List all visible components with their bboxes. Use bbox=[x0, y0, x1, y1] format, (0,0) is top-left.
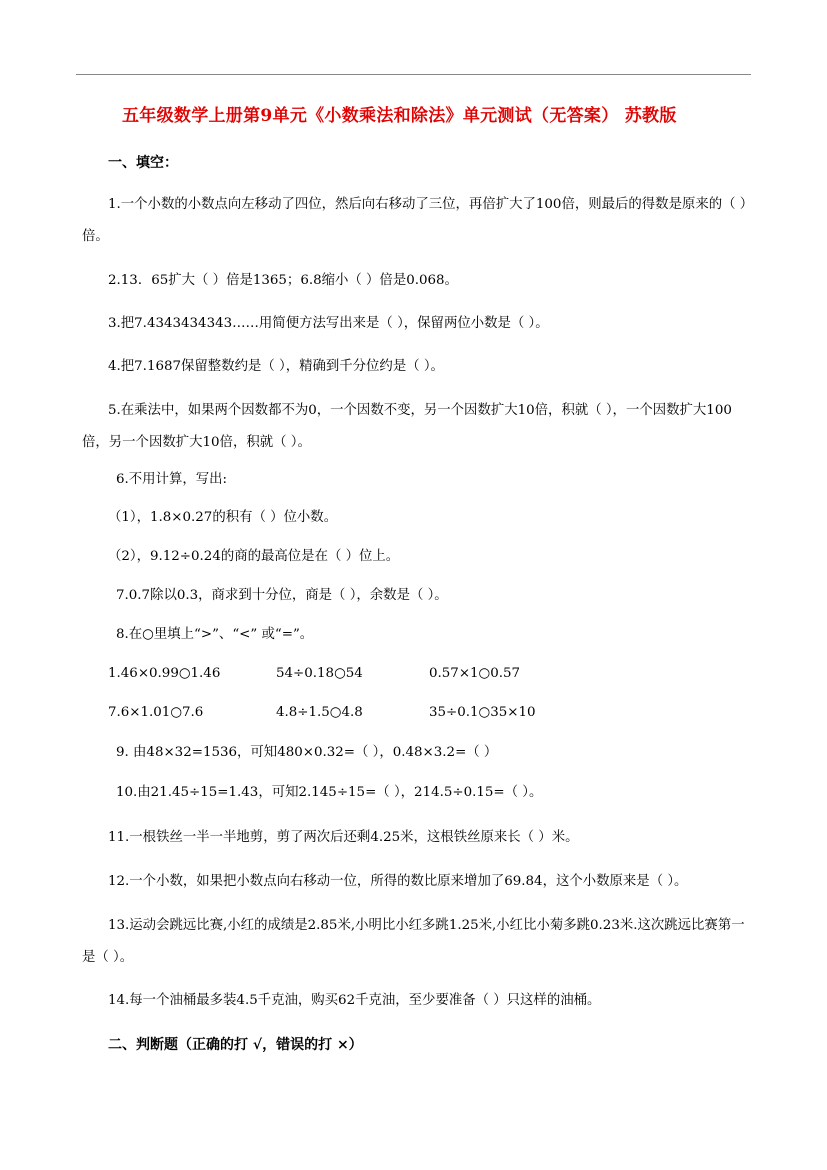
compare-item: 4.8÷1.5○4.8 bbox=[276, 705, 363, 720]
question-1: 1.一个小数的小数点向左移动了四位，然后向右移动了三位，再倍扩大了100倍，则最后的得数是原来的（ ）倍。 bbox=[82, 197, 754, 244]
compare-item: 54÷0.18○54 bbox=[276, 666, 363, 681]
question-2: 2.13．65扩大（ ）倍是1365；6.8缩小（ ）倍是0.068。 bbox=[108, 273, 458, 288]
compare-item: 35÷0.1○35×10 bbox=[429, 705, 536, 720]
question-10: 10.由21.45÷15=1.43，可知2.145÷15=（ ），214.5÷0.15=（ ）。 bbox=[116, 785, 543, 800]
compare-item: 1.46×0.99○1.46 bbox=[108, 666, 221, 681]
question-8: 8.在○里填上“>”、“<” 或“=”。 bbox=[116, 627, 314, 642]
question-8-row-2 bbox=[108, 705, 708, 723]
header-rule bbox=[76, 74, 751, 75]
question-9: 9. 由48×32=1536，可知480×0.32=（ ），0.48×3.2=（ ） bbox=[116, 745, 498, 760]
question-13: 13.运动会跳远比赛,小红的成绩是2.85米,小明比小红多跳1.25米,小红比小菊多跳0.23米.这次跳远比赛第一是（ ）。 bbox=[82, 918, 745, 965]
question-11: 11.一根铁丝一半一半地剪，剪了两次后还剩4.25米，这根铁丝原来长（ ）米。 bbox=[108, 830, 579, 845]
question-4: 4.把7.1687保留整数约是（ ），精确到千分位约是（ ）。 bbox=[108, 359, 444, 374]
question-12: 12.一个小数，如果把小数点向右移动一位，所得的数比原来增加了69.84，这个小数原来是（ ）。 bbox=[108, 874, 688, 889]
document-title: 五年级数学上册第9单元《小数乘法和除法》单元测试（无答案） 苏教版 bbox=[122, 106, 677, 126]
question-7: 7.0.7除以0.3，商求到十分位，商是（ ），余数是（ ）。 bbox=[116, 588, 448, 603]
question-6: 6.不用计算，写出: bbox=[116, 472, 228, 487]
question-6-part-1: （1），1.8×0.27的积有（ ）位小数。 bbox=[108, 510, 338, 525]
question-5: 5.在乘法中，如果两个因数都不为0，一个因数不变，另一个因数扩大10倍，积就（ ），一个因数扩大100倍，另一个因数扩大10倍，积就（ ）。 bbox=[82, 403, 732, 450]
compare-item: 0.57×1○0.57 bbox=[429, 666, 521, 681]
section-true-false-heading: 二、判断题（正确的打 √，错误的打 ×） bbox=[108, 1037, 363, 1053]
question-8-row-1 bbox=[108, 666, 708, 684]
section-fill-in-heading: 一、填空： bbox=[108, 155, 178, 171]
question-6-part-2: （2），9.12÷0.24的商的最高位是在（ ）位上。 bbox=[108, 549, 400, 564]
compare-item: 7.6×1.01○7.6 bbox=[108, 705, 204, 720]
question-3: 3.把7.4343434343……用简便方法写出来是（ ），保留两位小数是（ ）。 bbox=[108, 316, 549, 331]
question-14: 14.每一个油桶最多装4.5千克油，购买62千克油，至少要准备（ ）只这样的油桶。 bbox=[108, 993, 601, 1008]
